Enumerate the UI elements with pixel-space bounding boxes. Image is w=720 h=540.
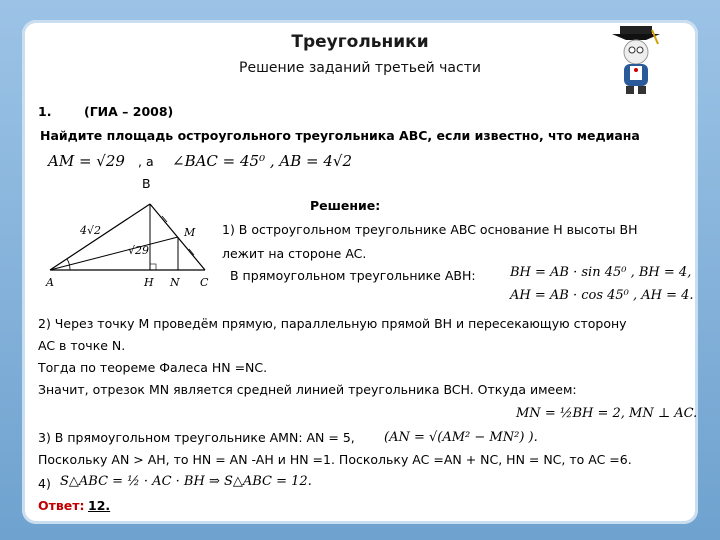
right-angle-h — [150, 264, 156, 270]
vertex-a-label: A — [46, 276, 54, 289]
answer-value: 12. — [88, 498, 111, 513]
step2-line1: 2) Через точку M проведём прямую, параллельную прямой BH и пересекающую сторону — [38, 316, 627, 331]
formula-area: S△ABC = ½ · AC · BH ⇒ S△ABC = 12. — [60, 474, 312, 489]
step3-line2: Поскольку AN > AH, то HN = AN -AH и HN =1. Поскольку AC =AN + NC, HN = NC, то AC =6. — [38, 452, 632, 467]
given-median: AM = √29 — [48, 152, 125, 170]
slide — [22, 20, 698, 524]
step1-line3: В прямоугольном треугольнике ABH: — [230, 268, 476, 283]
angle-a-arc — [67, 259, 70, 270]
triangle-figure — [40, 192, 240, 292]
formula-ah: AH = AB · cos 45⁰ , AH = 4. — [510, 288, 694, 303]
step2-line2: AC в точке N. — [38, 338, 126, 353]
formula-an: (AN = √(AM² − MN²) ). — [384, 430, 538, 445]
formula-mn: MN = ½BH = 2, MN ⊥ AC. — [516, 406, 698, 421]
figure-side-label: 4√2 — [80, 224, 102, 237]
answer-label: Ответ: — [38, 498, 85, 513]
step3-line1: 3) В прямоугольном треугольнике AMN: AN = 5, — [38, 430, 355, 445]
step1-line1: 1) В остроугольном треугольнике ABC основание H высоты BH — [222, 222, 638, 237]
problem-source: (ГИА – 2008) — [84, 104, 174, 119]
solution-header: Решение: — [310, 198, 381, 213]
slide-title: Треугольники — [291, 32, 429, 52]
vertex-c-label: C — [200, 276, 209, 289]
step1-line2: лежит на стороне AC. — [222, 246, 367, 261]
step4-label: 4) — [38, 476, 51, 491]
vertex-b-label: B — [142, 176, 151, 191]
formula-bh: BH = AB · sin 45⁰ , BH = 4, — [510, 265, 692, 280]
problem-number: 1. — [38, 104, 52, 119]
step2-line3: Тогда по теореме Фалеса HN =NC. — [38, 360, 268, 375]
figure-median-label: √29 — [128, 244, 150, 257]
vertex-m-label: M — [184, 226, 196, 239]
slide-subtitle: Решение заданий третьей части — [239, 60, 481, 76]
given-separator: , а — [138, 154, 154, 169]
vertex-h-label: H — [144, 276, 154, 289]
side-ab — [50, 204, 150, 270]
problem-statement: Найдите площадь остроугольного треугольника ABC, если известно, что медиана — [40, 128, 640, 143]
step2-line4: Значит, отрезок MN является средней линией треугольника BCH. Откуда имеем: — [38, 382, 577, 397]
vertex-n-label: N — [170, 276, 180, 289]
given-angle: ∠BAC = 45⁰ , AB = 4√2 — [172, 152, 353, 170]
